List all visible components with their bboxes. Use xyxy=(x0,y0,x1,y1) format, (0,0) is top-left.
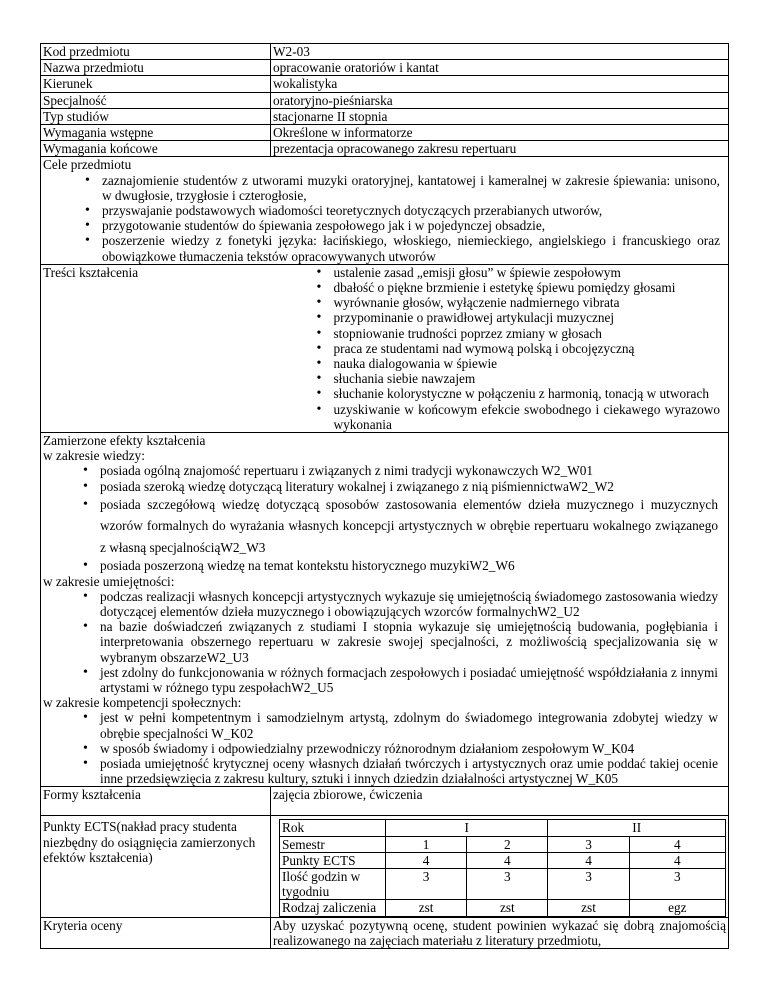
content-list xyxy=(273,265,727,432)
row-effects xyxy=(41,433,729,787)
list-item: • jest w pełni kompetentnym i samodzielnym artystą, zdolnym do świadomego integrowania zdobytej wiedzy w obrębie specjalności W_K02 xyxy=(100,710,726,740)
ects-semester: 2 xyxy=(467,836,548,852)
list-item: • słuchanie kolorystyczne w połączeniu z harmonią, tonacją w utworach xyxy=(334,386,727,401)
forms-value: zajęcia zbiorowe, ćwiczenia xyxy=(271,787,729,816)
knowledge-list xyxy=(43,463,726,573)
list-item: • przygotowanie studentów do śpiewania zespołowego jak i w pojedynczej obsadzie, xyxy=(102,218,726,233)
ects-hours: 3 xyxy=(548,869,629,900)
list-item: • jest zdolny do funkcjonowania w różnych formacjach zespołowych i posiadać umiejętność współdziałania z innymi artystami w różnego typu zespołachW2_U5 xyxy=(100,665,726,695)
ects-assessment: zst xyxy=(386,900,467,916)
ects-assessment: egz xyxy=(629,900,725,916)
field-value: wokalistyka xyxy=(271,76,729,92)
prerequisites-label: Wymagania wstępne xyxy=(41,125,271,141)
final-requirements-label: Wymagania końcowe xyxy=(41,141,271,157)
final-requirements-value: prezentacja opracowanego zakresu repertuaru xyxy=(271,141,729,157)
prerequisites-value: Określone w informatorze xyxy=(271,125,729,141)
ects-row-label-points: Punkty ECTS xyxy=(280,852,386,868)
row-goals xyxy=(41,157,729,264)
list-item: • posiada umiejętność krytycznej oceny własnych działań twórczych i artystycznych oraz umie poddać takiej ocenie inne przedsięwzięcia z zakresu kultury, sztuki i innych dziedzin działalności artystycznej W_K05 xyxy=(100,756,726,786)
course-code-value: W2-03 xyxy=(271,44,729,60)
ects-semester: 1 xyxy=(386,836,467,852)
list-item: • posiada poszerzoną wiedzę na temat kontekstu historycznego muzykiW2_W6 xyxy=(100,558,726,573)
list-item: • wyrównanie głosów, wyłączenie nadmiernego vibrata xyxy=(334,295,727,310)
ects-semester: 4 xyxy=(629,836,725,852)
course-name-value: opracowanie oratoriów i kantat xyxy=(271,60,729,76)
effects-label: Zamierzone efekty kształcenia xyxy=(43,433,206,449)
ects-points: 4 xyxy=(386,852,467,868)
list-item: • w sposób świadomy i odpowiedzialny przewodniczy różnorodnym działaniom zespołowym W_K04 xyxy=(100,741,726,756)
row-course-name xyxy=(41,60,729,76)
row-specialty xyxy=(41,92,729,108)
list-item: • przyswajanie podstawowych wiadomości teoretycznych dotyczących przerabianych utworów, xyxy=(102,203,726,218)
specialty-label: Specjalność xyxy=(41,92,271,108)
content-label: Treści kształcenia xyxy=(41,264,271,432)
ects-row-label-assessment: Rodzaj zaliczenia xyxy=(280,900,386,916)
list-item: • posiada ogólną znajomość repertuaru i związanych z nimi tradycji wykonawczych W2_W01 xyxy=(100,463,726,478)
ects-hours: 3 xyxy=(386,869,467,900)
skills-list xyxy=(43,589,726,695)
ects-hours: 3 xyxy=(629,869,725,900)
ects-row-label-year: Rok xyxy=(280,820,386,836)
ects-year-1: I xyxy=(386,820,548,836)
ects-row-label-hours: Ilość godzin w tygodniu xyxy=(280,869,386,900)
ects-semester: 3 xyxy=(548,836,629,852)
ects-hours: 3 xyxy=(467,869,548,900)
list-item: • dbałość o piękne brzmienie i estetykę śpiewu pomiędzy głosami xyxy=(334,280,727,295)
list-item: • posiada szczegółową wiedzę dotyczącą sposobów zastosowania elementów dzieła muzycznego i muzycznych wzorów formalnych do wyrażania własnych koncepcji artystycznych w obrębie repertuaru wokalnego związanego z własną specjalnościąW2_W3 xyxy=(100,494,726,559)
row-ects xyxy=(41,816,729,917)
list-item: • poszerzenie wiedzy z fonetyki języka: łacińskiego, włoskiego, niemieckiego, angielskiego i francuskiego oraz obowiązkowe tłumaczenia tekstów opracowywanych utworów xyxy=(102,233,726,263)
study-type-value: stacjonarne II stopnia xyxy=(271,108,729,124)
ects-points: 4 xyxy=(629,852,725,868)
list-item: • posiada szeroką wiedzę dotyczącą literatury wokalnej i związanego z nią piśmiennictwaW2_W2 xyxy=(100,479,726,494)
list-item: • słuchania siebie nawzajem xyxy=(334,371,727,386)
social-label: w zakresie kompetencji społecznych: xyxy=(43,695,242,711)
list-item: • nauka dialogowania w śpiewie xyxy=(334,356,727,371)
row-final-requirements xyxy=(41,141,729,157)
row-field xyxy=(41,76,729,92)
list-item: • podczas realizacji własnych koncepcji artystycznych wykazuje się umiejętnością świadomego zastosowania wiedzy dotyczącej elementów dzieła muzycznego i obowiązujących wzorców formalnychW2_U2 xyxy=(100,589,726,619)
row-course-code xyxy=(41,44,729,60)
row-forms xyxy=(41,787,729,816)
row-study-type xyxy=(41,108,729,124)
list-item: • uzyskiwanie w końcowym efekcie swobodnego i ciekawego wyrazowo wykonania xyxy=(334,402,727,432)
list-item: • praca ze studentami nad wymową polską i obcojęzyczną xyxy=(334,341,727,356)
knowledge-label: w zakresie wiedzy: xyxy=(43,448,145,464)
list-item: • ustalenie zasad „emisji głosu” w śpiewie zespołowym xyxy=(334,265,727,280)
list-item: • przypominanie o prawidłowej artykulacji muzycznej xyxy=(334,310,727,325)
specialty-value: oratoryjno-pieśniarska xyxy=(271,92,729,108)
ects-points: 4 xyxy=(467,852,548,868)
criteria-text: Aby uzyskać pozytywną ocenę, student powinien wykazać się dobrą znajomością realizowanego na zajęciach materiału z literatury przedmiotu, xyxy=(271,917,729,948)
skills-label: w zakresie umiejętności: xyxy=(43,573,175,589)
row-content xyxy=(41,264,729,432)
syllabus-table xyxy=(40,43,729,949)
list-item: • na bazie doświadczeń związanych z studiami I stopnia wykazuje się umiejętnością budowania, pogłębiania i interpretowania obszernego repertuaru w zakresie swojej specjalności, z możliwością specjalizowania się w wybranym obszarzeW2_U3 xyxy=(100,619,726,665)
forms-label: Formy kształcenia xyxy=(41,787,271,816)
field-label: Kierunek xyxy=(41,76,271,92)
ects-year-2: II xyxy=(548,820,726,836)
ects-points: 4 xyxy=(548,852,629,868)
course-code-label: Kod przedmiotu xyxy=(41,44,271,60)
social-list xyxy=(43,710,726,786)
course-name-label: Nazwa przedmiotu xyxy=(41,60,271,76)
study-type-label: Typ studiów xyxy=(41,108,271,124)
ects-row-label-semester: Semestr xyxy=(280,836,386,852)
ects-assessment: zst xyxy=(467,900,548,916)
goals-label: Cele przedmiotu xyxy=(43,157,132,173)
list-item: • zaznajomienie studentów z utworami muzyki oratoryjnej, kantatowej i kameralnej w zakresie śpiewania: unisono, w dwugłosie, trzygłosie i czterogłosie, xyxy=(102,173,726,203)
ects-assessment: zst xyxy=(548,900,629,916)
course-syllabus xyxy=(40,43,729,949)
row-criteria xyxy=(41,917,729,948)
list-item: • stopniowanie trudności poprzez zmiany w głosach xyxy=(334,326,727,341)
ects-table xyxy=(279,819,726,916)
goals-list xyxy=(43,173,726,264)
ects-label: Punkty ECTS(nakład pracy studenta niezbędny do osiągnięcia zamierzonych efektów kształcenia) xyxy=(41,816,271,917)
criteria-label: Kryteria oceny xyxy=(41,917,271,948)
row-prerequisites xyxy=(41,125,729,141)
